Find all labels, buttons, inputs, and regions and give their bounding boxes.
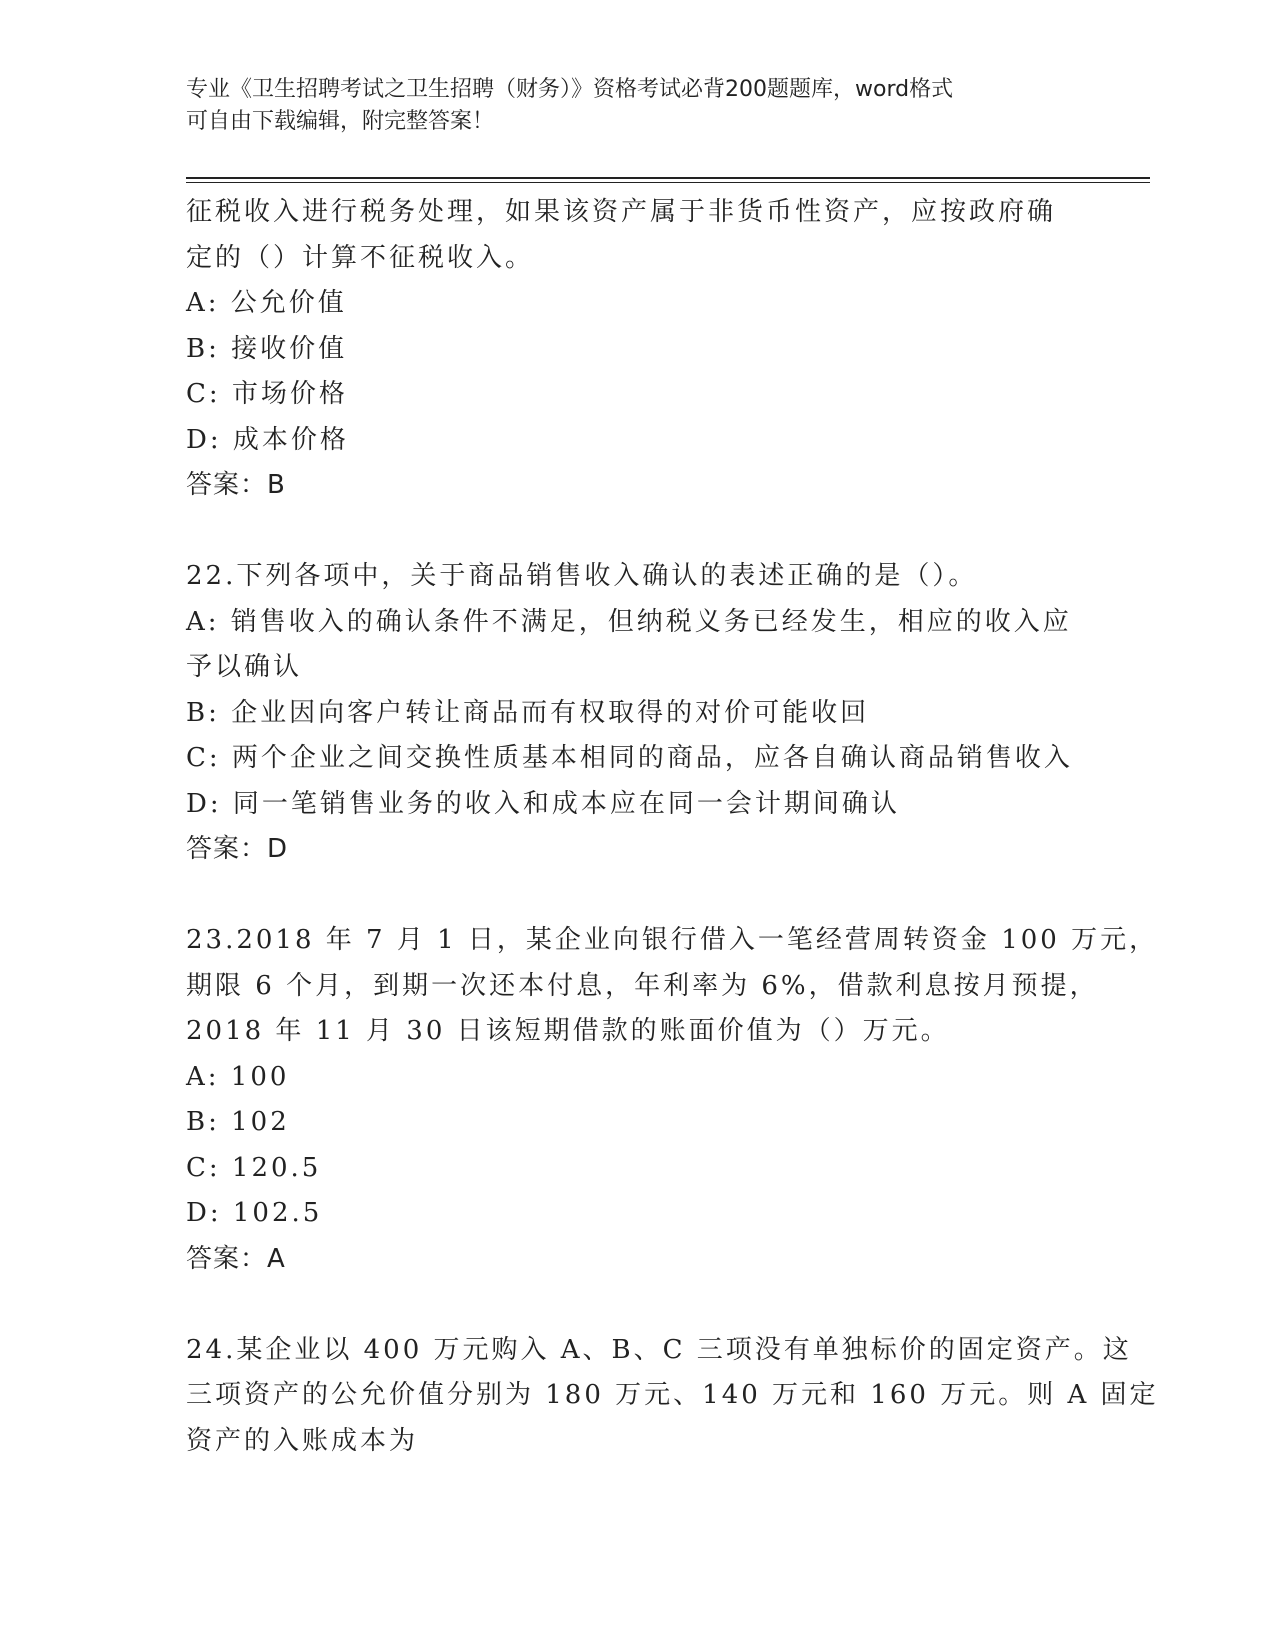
question-list — [186, 190, 1159, 1464]
question-23 — [186, 918, 1159, 1282]
answer: 答案：D — [186, 834, 289, 864]
question-text: 22.下列各项中，关于商品销售收入确认的表述正确的是（）。 — [186, 561, 978, 591]
option-c: C: 120.5 — [186, 1152, 322, 1183]
question-text: 定的（）计算不征税收入。 — [186, 242, 535, 273]
option-b: B: 102 — [186, 1107, 290, 1137]
option-c: C: 两个企业之间交换性质基本相同的商品，应各自确认商品销售收入 — [186, 743, 1073, 773]
question-21 — [186, 190, 1086, 509]
question-text: 征税收入进行税务处理，如果该资产属于非货币性资产，应按政府确 — [186, 197, 1057, 227]
question-text: 2018 年 11 月 30 日该短期借款的账面价值为（）万元。 — [186, 1016, 950, 1046]
header-title-line-1: 专业《卫生招聘考试之卫生招聘（财务）》资格考试必背200题题库，word格式 — [186, 77, 954, 102]
option-d: D: 成本价格 — [186, 424, 349, 455]
header-title-line-2: 可自由下载编辑，附完整答案！ — [186, 109, 495, 134]
option-a: A: 销售收入的确认条件不满足，但纳税义务已经发生，相应的收入应 — [186, 606, 1072, 637]
document-header — [186, 74, 1086, 138]
question-22 — [186, 554, 1086, 873]
question-text: 资产的入账成本为 — [186, 1425, 419, 1456]
option-d: D: 102.5 — [186, 1198, 323, 1228]
option-a-continued: 予以确认 — [186, 652, 303, 682]
option-d: D: 同一笔销售业务的收入和成本应在同一会计期间确认 — [186, 788, 900, 819]
option-a: A: 100 — [186, 1061, 290, 1092]
question-text: 期限 6 个月，到期一次还本付息，年利率为 6%，借款利息按月预提， — [186, 970, 1099, 1001]
question-text: 24.某企业以 400 万元购入 A、B、C 三项没有单独标价的固定资产。这 — [186, 1334, 1132, 1365]
header-divider — [186, 177, 1150, 183]
answer: 答案：A — [186, 1243, 286, 1274]
option-a: A: 公允价值 — [186, 288, 347, 318]
answer: 答案：B — [186, 470, 286, 500]
option-b: B: 接收价值 — [186, 333, 348, 364]
option-b: B: 企业因向客户转让商品而有权取得的对价可能收回 — [186, 697, 870, 728]
option-c: C: 市场价格 — [186, 379, 348, 409]
question-24 — [186, 1328, 1159, 1465]
question-text: 23.2018 年 7 月 1 日，某企业向银行借入一笔经营周转资金 100 万元， — [186, 925, 1159, 955]
question-text: 三项资产的公允价值分别为 180 万元、140 万元和 160 万元。则 A 固定 — [186, 1380, 1159, 1410]
